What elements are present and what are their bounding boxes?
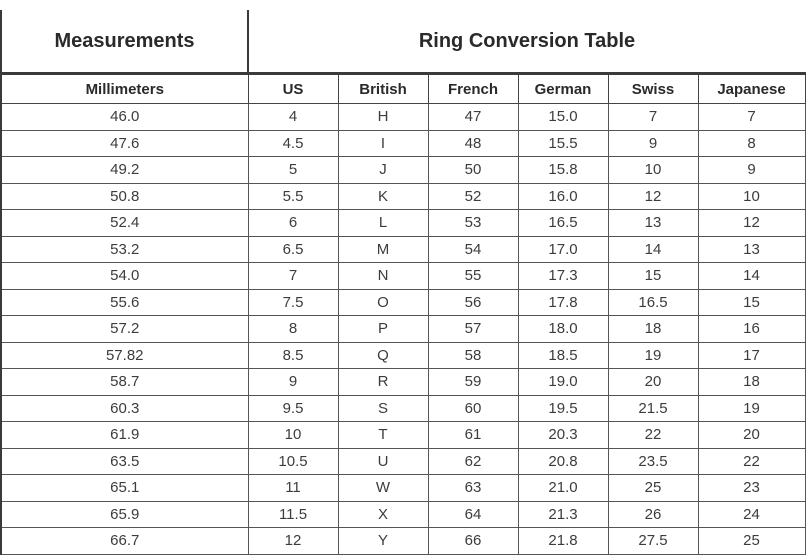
cell-us: 5 <box>248 157 338 184</box>
cell-british: J <box>338 157 428 184</box>
cell-millimeters: 52.4 <box>1 210 248 237</box>
cell-german: 18.5 <box>518 342 608 369</box>
cell-swiss: 23.5 <box>608 448 698 475</box>
cell-french: 47 <box>428 104 518 131</box>
cell-german: 15.0 <box>518 104 608 131</box>
cell-japanese: 20 <box>698 422 805 449</box>
cell-british: Q <box>338 342 428 369</box>
table-row <box>1 236 805 263</box>
cell-german: 15.5 <box>518 130 608 157</box>
cell-us: 4 <box>248 104 338 131</box>
table-row <box>1 263 805 290</box>
cell-us: 10 <box>248 422 338 449</box>
cell-british: N <box>338 263 428 290</box>
cell-german: 17.8 <box>518 289 608 316</box>
table-row <box>1 448 805 475</box>
cell-us: 11.5 <box>248 501 338 528</box>
cell-swiss: 18 <box>608 316 698 343</box>
cell-millimeters: 65.1 <box>1 475 248 502</box>
table-row <box>1 316 805 343</box>
cell-us: 11 <box>248 475 338 502</box>
table-row <box>1 501 805 528</box>
cell-german: 19.5 <box>518 395 608 422</box>
cell-us: 8.5 <box>248 342 338 369</box>
table-body <box>1 104 805 555</box>
cell-swiss: 21.5 <box>608 395 698 422</box>
cell-swiss: 7 <box>608 104 698 131</box>
cell-british: R <box>338 369 428 396</box>
ring-conversion-table <box>0 10 806 555</box>
cell-swiss: 25 <box>608 475 698 502</box>
cell-japanese: 19 <box>698 395 805 422</box>
cell-swiss: 19 <box>608 342 698 369</box>
cell-swiss: 12 <box>608 183 698 210</box>
cell-british: T <box>338 422 428 449</box>
cell-japanese: 13 <box>698 236 805 263</box>
cell-millimeters: 49.2 <box>1 157 248 184</box>
column-header-german: German <box>518 74 608 104</box>
cell-british: H <box>338 104 428 131</box>
cell-us: 7.5 <box>248 289 338 316</box>
cell-japanese: 8 <box>698 130 805 157</box>
cell-german: 20.8 <box>518 448 608 475</box>
cell-japanese: 25 <box>698 528 805 555</box>
cell-french: 60 <box>428 395 518 422</box>
cell-swiss: 15 <box>608 263 698 290</box>
cell-french: 59 <box>428 369 518 396</box>
cell-german: 18.0 <box>518 316 608 343</box>
cell-swiss: 13 <box>608 210 698 237</box>
table-row <box>1 528 805 555</box>
cell-british: L <box>338 210 428 237</box>
cell-swiss: 22 <box>608 422 698 449</box>
cell-us: 4.5 <box>248 130 338 157</box>
cell-swiss: 9 <box>608 130 698 157</box>
table-row <box>1 130 805 157</box>
cell-french: 50 <box>428 157 518 184</box>
cell-french: 63 <box>428 475 518 502</box>
cell-millimeters: 53.2 <box>1 236 248 263</box>
cell-japanese: 7 <box>698 104 805 131</box>
cell-millimeters: 55.6 <box>1 289 248 316</box>
cell-german: 16.5 <box>518 210 608 237</box>
table-row <box>1 104 805 131</box>
cell-millimeters: 54.0 <box>1 263 248 290</box>
table-row <box>1 475 805 502</box>
cell-millimeters: 66.7 <box>1 528 248 555</box>
cell-millimeters: 46.0 <box>1 104 248 131</box>
table-row <box>1 422 805 449</box>
column-header-french: French <box>428 74 518 104</box>
cell-japanese: 24 <box>698 501 805 528</box>
column-header-millimeters: Millimeters <box>1 74 248 104</box>
cell-french: 52 <box>428 183 518 210</box>
cell-french: 48 <box>428 130 518 157</box>
cell-french: 58 <box>428 342 518 369</box>
cell-british: P <box>338 316 428 343</box>
cell-us: 5.5 <box>248 183 338 210</box>
cell-us: 7 <box>248 263 338 290</box>
cell-german: 21.0 <box>518 475 608 502</box>
cell-british: Y <box>338 528 428 555</box>
ring-conversion-table-container <box>0 10 794 550</box>
table-row <box>1 342 805 369</box>
cell-swiss: 14 <box>608 236 698 263</box>
cell-us: 6.5 <box>248 236 338 263</box>
cell-millimeters: 65.9 <box>1 501 248 528</box>
cell-japanese: 16 <box>698 316 805 343</box>
cell-german: 15.8 <box>518 157 608 184</box>
cell-us: 9.5 <box>248 395 338 422</box>
cell-us: 9 <box>248 369 338 396</box>
cell-millimeters: 47.6 <box>1 130 248 157</box>
cell-french: 55 <box>428 263 518 290</box>
cell-british: I <box>338 130 428 157</box>
cell-japanese: 15 <box>698 289 805 316</box>
cell-millimeters: 63.5 <box>1 448 248 475</box>
conversion-table-title: Ring Conversion Table <box>248 10 805 74</box>
cell-german: 17.0 <box>518 236 608 263</box>
table-row <box>1 210 805 237</box>
cell-japanese: 10 <box>698 183 805 210</box>
cell-french: 57 <box>428 316 518 343</box>
column-header-japanese: Japanese <box>698 74 805 104</box>
cell-millimeters: 61.9 <box>1 422 248 449</box>
cell-japanese: 14 <box>698 263 805 290</box>
cell-british: K <box>338 183 428 210</box>
cell-german: 17.3 <box>518 263 608 290</box>
cell-us: 6 <box>248 210 338 237</box>
cell-british: U <box>338 448 428 475</box>
cell-millimeters: 57.82 <box>1 342 248 369</box>
cell-swiss: 10 <box>608 157 698 184</box>
cell-swiss: 16.5 <box>608 289 698 316</box>
cell-swiss: 26 <box>608 501 698 528</box>
cell-french: 56 <box>428 289 518 316</box>
cell-japanese: 9 <box>698 157 805 184</box>
cell-british: W <box>338 475 428 502</box>
table-row <box>1 369 805 396</box>
cell-german: 21.3 <box>518 501 608 528</box>
cell-british: S <box>338 395 428 422</box>
cell-millimeters: 60.3 <box>1 395 248 422</box>
column-header-swiss: Swiss <box>608 74 698 104</box>
cell-us: 8 <box>248 316 338 343</box>
cell-german: 16.0 <box>518 183 608 210</box>
cell-japanese: 18 <box>698 369 805 396</box>
cell-french: 53 <box>428 210 518 237</box>
cell-japanese: 17 <box>698 342 805 369</box>
cell-millimeters: 50.8 <box>1 183 248 210</box>
cell-us: 10.5 <box>248 448 338 475</box>
cell-german: 21.8 <box>518 528 608 555</box>
cell-british: O <box>338 289 428 316</box>
cell-swiss: 20 <box>608 369 698 396</box>
cell-french: 61 <box>428 422 518 449</box>
cell-swiss: 27.5 <box>608 528 698 555</box>
cell-german: 20.3 <box>518 422 608 449</box>
cell-japanese: 23 <box>698 475 805 502</box>
cell-japanese: 22 <box>698 448 805 475</box>
cell-british: M <box>338 236 428 263</box>
table-row <box>1 289 805 316</box>
measurements-heading: Measurements <box>1 10 248 74</box>
table-title-row <box>1 10 805 74</box>
table-row <box>1 183 805 210</box>
cell-french: 64 <box>428 501 518 528</box>
cell-french: 54 <box>428 236 518 263</box>
cell-us: 12 <box>248 528 338 555</box>
cell-french: 66 <box>428 528 518 555</box>
cell-british: X <box>338 501 428 528</box>
column-header-us: US <box>248 74 338 104</box>
column-header-row <box>1 74 805 104</box>
cell-millimeters: 57.2 <box>1 316 248 343</box>
cell-japanese: 12 <box>698 210 805 237</box>
cell-french: 62 <box>428 448 518 475</box>
column-header-british: British <box>338 74 428 104</box>
cell-german: 19.0 <box>518 369 608 396</box>
cell-millimeters: 58.7 <box>1 369 248 396</box>
table-row <box>1 157 805 184</box>
table-row <box>1 395 805 422</box>
